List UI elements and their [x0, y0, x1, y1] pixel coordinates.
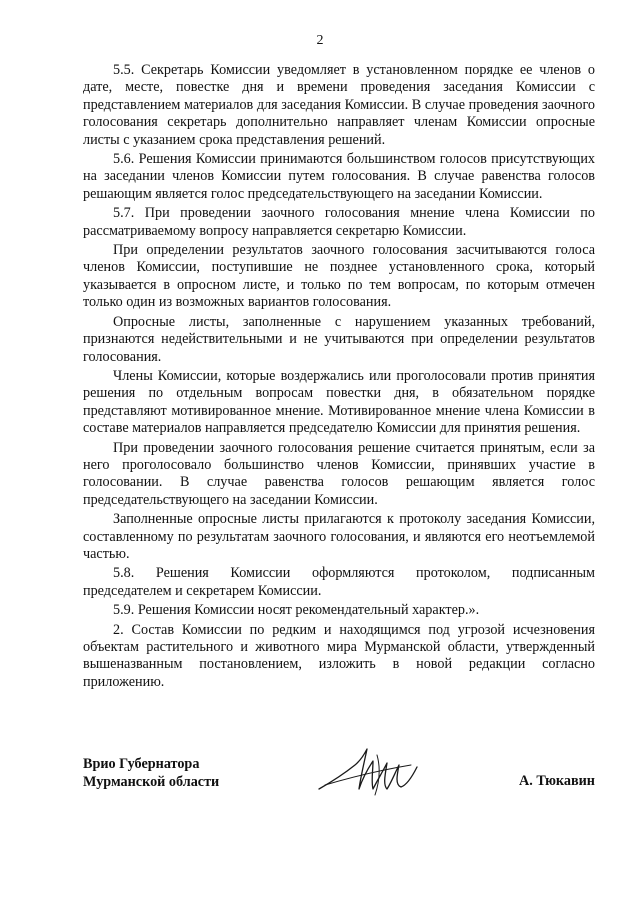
paragraph-vote-count: При определении результатов заочного голосования засчитываются голоса членов Комиссии, поступившие не позднее установленного срока, который указывается в опросном листе, и только по тем вопросам, по которым отмечен только один из возможных вариантов голосования. — [83, 242, 595, 311]
handwritten-signature — [315, 745, 430, 800]
document-body — [83, 62, 595, 693]
paragraph-sheets-attached: Заполненные опросные листы прилагаются к протоколу заседания Комиссии, составленному по результатам заочного голосования, и являются его неотъемлемой частью. — [83, 511, 595, 562]
paragraph-5-7: 5.7. При проведении заочного голосования мнение члена Комиссии по рассматриваемому вопросу направляется секретарю Комиссии. — [83, 205, 595, 239]
paragraph-5-6: 5.6. Решения Комиссии принимаются большинством голосов присутствующих на заседании членов Комиссии путем голосования. В случае равенства голосов решающим является голос председательствующего на заседании Комиссии. — [83, 151, 595, 202]
signatory-title — [83, 755, 219, 791]
page-number: 2 — [316, 33, 324, 48]
paragraph-5-8: 5.8. Решения Комиссии оформляются протоколом, подписанным председателем и секретарем Комиссии. — [83, 565, 595, 599]
paragraph-invalid-sheets: Опросные листы, заполненные с нарушением указанных требований, признаются недействительными и не учитываются при определении результатов голосования. — [83, 313, 595, 365]
paragraph-decision-accepted: При проведении заочного голосования решение считается принятым, если за него проголосовало большинство членов Комиссии, принявших участие в голосовании. В случае равенства голосов решающим является голос председательствующего на заседании Комиссии. — [83, 439, 595, 508]
paragraph-5-5: 5.5. Секретарь Комиссии уведомляет в установленном порядке ее членов о дате, месте, повестке дня и времени проведения заседания Комиссии с представлением материалов для заседания Комиссии. В случае проведения заочного голосования секретарь дополнительно направляет членам Комиссии опросные листы с указанием срока представления решений. — [83, 62, 595, 148]
signatory-name: А. Тюкавин — [518, 773, 595, 789]
signature-block — [83, 745, 595, 805]
paragraph-dissent: Члены Комиссии, которые воздержались или проголосовали против принятия решения по отдельным вопросам повестки дня, в обязательном порядке представляют мотивированное мнение. Мотивированное мнение члена Комиссии в составе материалов направляется председателю Комиссии для принятия решения. — [83, 367, 595, 437]
paragraph-5-9: 5.9. Решения Комиссии носят рекомендательный характер.». — [113, 602, 480, 619]
paragraph-2: 2. Состав Комиссии по редким и находящимся под угрозой исчезновения объектам растительного и животного мира Мурманской области, утвержденный вышеназванным постановлением, изложить в новой редакции согласно приложению. — [83, 621, 595, 690]
signatory-title-line1: Врио Губернатора — [83, 756, 200, 772]
signatory-title-line2: Мурманской области — [83, 774, 220, 790]
